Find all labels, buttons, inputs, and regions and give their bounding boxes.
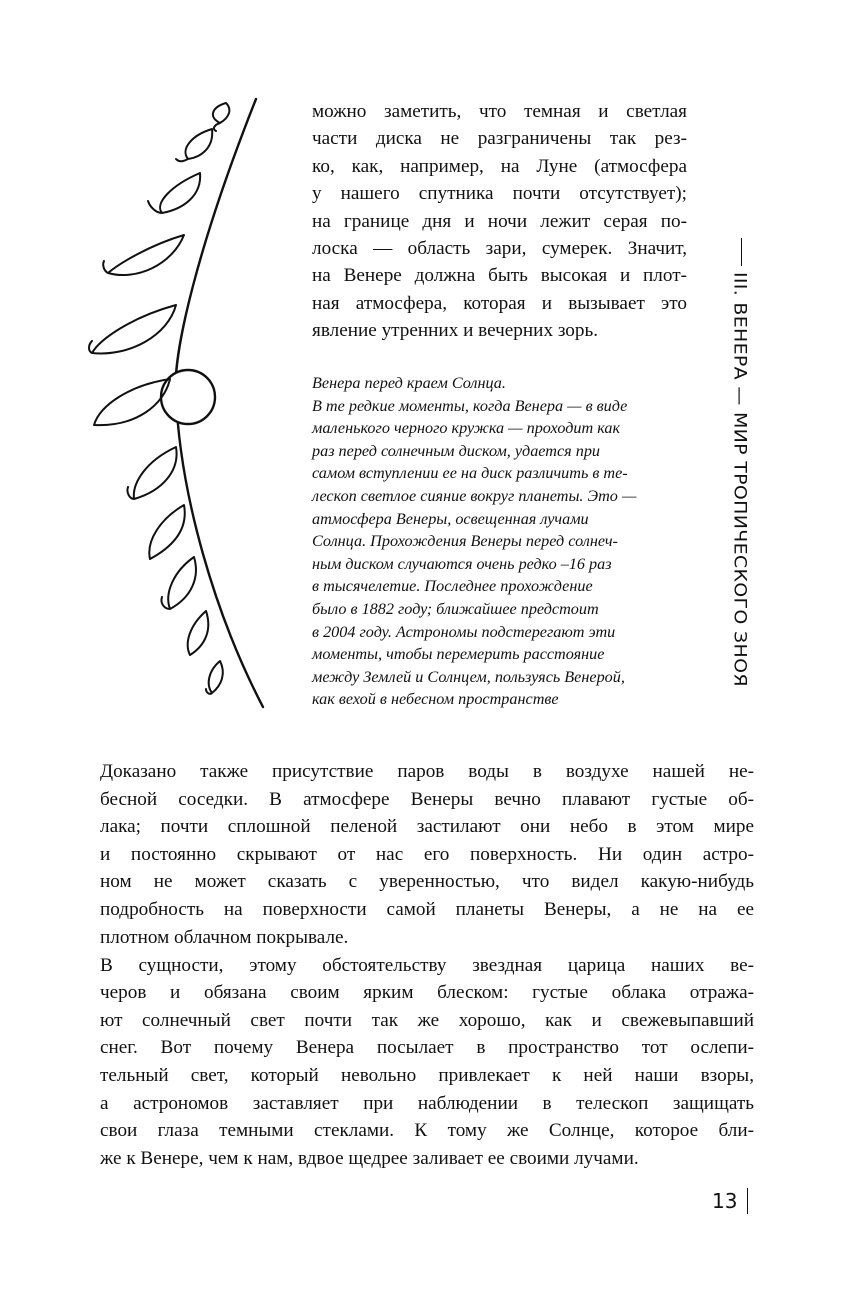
- text-line: Доказано также присутствие паров воды в воздухе нашей не-: [100, 761, 754, 782]
- caption-line: ным диском случаются очень редко –16 раз: [312, 554, 612, 573]
- caption-line: в 2004 году. Астрономы подстерегают эти: [312, 622, 616, 641]
- caption-line: между Землей и Солнцем, пользуясь Венерой,: [312, 667, 625, 686]
- text-line: бесной соседки. В атмосфере Венеры вечно плавают густые об-: [100, 788, 754, 810]
- caption-line: лескоп светлое сияние вокруг планеты. Это —: [312, 486, 637, 505]
- caption-line: как вехой в небесном пространстве: [312, 690, 559, 709]
- text-line: ном не может сказать с уверенностью, что видел какую-нибудь: [100, 871, 754, 893]
- caption-line: Солнца. Прохождения Венеры перед солнеч-: [312, 532, 618, 551]
- body-text: [100, 758, 754, 1173]
- text-line: у нашего спутника почти отсутствует);: [312, 183, 687, 205]
- text-line: ная атмосфера, которая и вызывает это: [312, 292, 687, 314]
- text-line: снег. Вот почему Венера посылает в пространство тот ослепи-: [100, 1037, 754, 1059]
- text-line: В сущности, этому обстоятельству звездная царица наших ве-: [100, 954, 754, 976]
- text-line: ют солнечный свет почти так же хорошо, как и свежевыпавший: [100, 1009, 754, 1031]
- caption-line: атмосфера Венеры, освещенная лучами: [312, 509, 589, 528]
- text-line: тельный свет, который невольно привлекает к ней наши взоры,: [100, 1065, 754, 1087]
- paragraph-1: [100, 758, 754, 951]
- text-line: и постоянно скрывают от нас его поверхность. Ни один астро-: [100, 843, 754, 865]
- text-line: на Венере должна быть высокая и плот-: [312, 265, 687, 287]
- caption-line: раз перед солнечным диском, удается при: [312, 441, 601, 460]
- caption-line: самом вступлении ее на диск различить в те-: [312, 464, 628, 483]
- paragraph-2: [100, 952, 754, 1173]
- caption-line: в тысячелетие. Последнее прохождение: [312, 577, 593, 596]
- running-head: [730, 238, 770, 687]
- figure-caption: [312, 372, 697, 711]
- text-line: на границе дня и ночи лежит серая по-: [312, 210, 687, 232]
- text-line: ко, как, например, на Луне (атмосфера: [312, 155, 687, 177]
- text-line: свои глаза темными стеклами. К тому же Солнце, которое бли-: [100, 1120, 754, 1142]
- venus-transit-illustration: [80, 95, 280, 715]
- running-head-rule: [741, 238, 742, 266]
- text-line: части диска не разграничены так рез-: [312, 128, 687, 150]
- text-line: лоска — область зари, сумерек. Значит,: [312, 238, 687, 260]
- text-line: черов и обязана своим ярким блеском: густые облака отража-: [100, 982, 754, 1004]
- page-number-block: [712, 1188, 748, 1218]
- caption-line: было в 1882 году; ближайшее предстоит: [312, 599, 599, 618]
- caption-line: Венера перед краем Солнца.: [312, 374, 506, 392]
- text-line: подробность на поверхности самой планеты Венеры, а не на ее: [100, 898, 754, 920]
- caption-line: В те редкие моменты, когда Венера — в виде: [312, 396, 628, 415]
- text-line: плотном облачном покрывале.: [100, 926, 349, 948]
- page-number: 13: [712, 1189, 738, 1213]
- venus-disc: [161, 370, 215, 424]
- folio-rule: [747, 1188, 748, 1214]
- text-line: лака; почти сплошной пеленой застилают они небо в этом мире: [100, 816, 754, 838]
- text-line: можно заметить, что темная и светлая: [312, 101, 687, 122]
- text-line: а астрономов заставляет при наблюдении в телескоп защищать: [100, 1092, 754, 1114]
- caption-line: моменты, чтобы перемерить расстояние: [312, 645, 605, 664]
- top-paragraph: [312, 98, 687, 345]
- text-line: же к Венере, чем к нам, вдвое щедрее заливает ее своими лучами.: [100, 1147, 639, 1169]
- chapter-title: III. ВЕНЕРА — МИР ТРОПИЧЕСКОГО ЗНОЯ: [730, 272, 750, 687]
- caption-line: маленького черного кружка — проходит как: [312, 419, 621, 438]
- text-line: явление утренних и вечерних зорь.: [312, 320, 599, 342]
